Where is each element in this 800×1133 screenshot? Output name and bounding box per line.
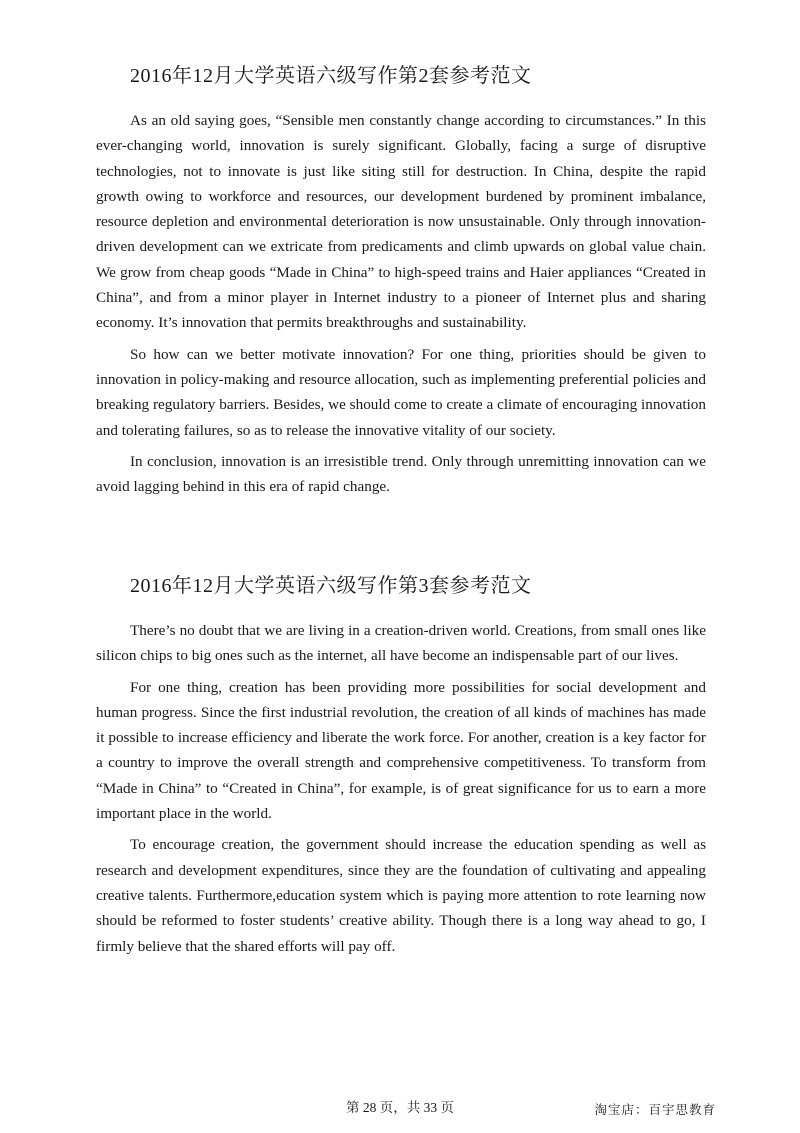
shop-label: 淘宝店：百宇思教育 bbox=[594, 1103, 716, 1117]
paragraph: For one thing, creation has been providing more possibilities for social development and human progress. Since the first industrial revolution, the creation of all kinds of machines has made it possible to increase efficiency and liberate the work force. For another, creation is a key factor for a country to improve the overall strength and comprehensive competitiveness. To transform from “Made in China” to “Created in China”, for example, is of great significance for us to earn a more important place in the world. bbox=[96, 678, 706, 823]
paragraph: As an old saying goes, “Sensible men constantly change according to circumstances.” In this ever-changing world, innovation is surely significant. Globally, facing a surge of disruptive technologies, not to innovate is just like siting still for destruction. In China, despite the rapid growth owing to workforce and resources, our development burdened by prominent imbalance, resource depletion and environmental deterioration is now unsustainable. Only through innovation-driven development can we extricate from predicaments and climb upwards on global value chain. We grow from cheap goods “Made in China” to high-speed trains and Haier appliances “Created in China”, and from a minor player in Internet industry to a pioneer of Internet plus and sharing economy. It’s innovation that permits breakthroughs and sustainability. bbox=[96, 112, 706, 332]
page-number: 第 28 页，共 33 页 bbox=[346, 1100, 454, 1115]
section-title: 2016年12月大学英语六级写作第3套参考范文 bbox=[130, 575, 532, 597]
essay-section-3 bbox=[96, 572, 706, 965]
essay-section-2 bbox=[96, 62, 706, 505]
paragraph: In conclusion, innovation is an irresistible trend. Only through unremitting innovation can we avoid lagging behind in this era of rapid change. bbox=[96, 452, 706, 496]
section-title: 2016年12月大学英语六级写作第2套参考范文 bbox=[130, 65, 532, 87]
paragraph: There’s no doubt that we are living in a creation-driven world. Creations, from small ones like silicon chips to big ones such as the internet, all have become an indispensable part of our lives. bbox=[96, 622, 706, 665]
paragraph: So how can we better motivate innovation? For one thing, priorities should be given to innovation in policy-making and resource allocation, such as implementing preferential policies and breaking regulatory barriers. Besides, we should come to create a climate of encouraging innovation and tolerating failures, so as to release the innovative vitality of our society. bbox=[96, 345, 706, 439]
paragraph: To encourage creation, the government should increase the education spending as well as research and development expenditures, since they are the foundation of cultivating and appealing creative talents. Furthermore,education system which is paying more attention to rote learning now should be reformed to foster students’ creative ability. Though there is a long way ahead to go, I firmly believe that the shared efforts will pay off. bbox=[96, 836, 706, 955]
